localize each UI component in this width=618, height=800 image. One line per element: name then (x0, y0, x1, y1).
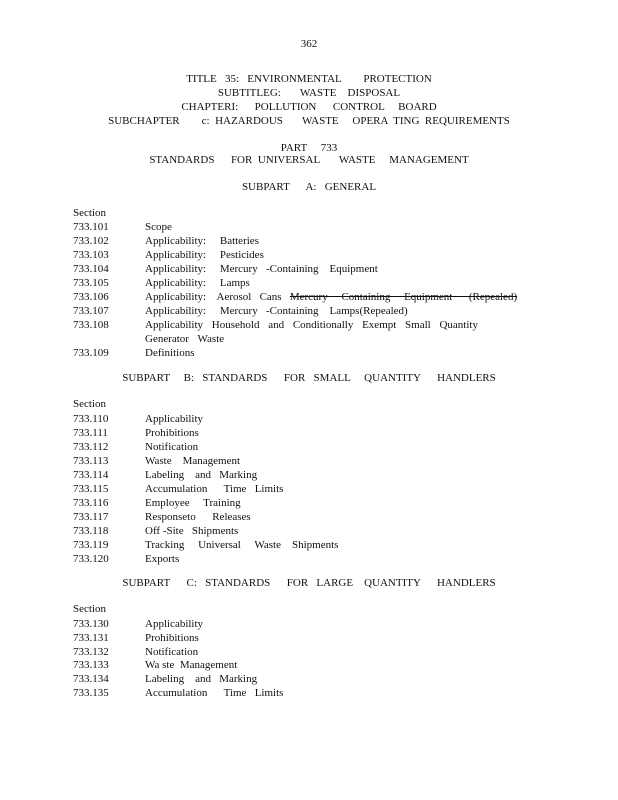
page-number: 362 (300, 38, 318, 50)
section-title: Scope (145, 221, 172, 233)
section-number: 733.115 (73, 483, 109, 495)
section-number: 733.134 (73, 673, 109, 685)
section-title: Labeling and Marking (145, 469, 258, 481)
subpart-a-heading: SUBPART A: GENERAL (241, 181, 377, 193)
section-title: Applicability: Mercury -Containing Lamps(Repealed) (145, 305, 408, 317)
section-title: Applicability: Pesticides (145, 249, 264, 261)
section-label: Section (73, 603, 106, 615)
section-number: 733.105 (73, 277, 109, 289)
section-number: 733.103 (73, 249, 109, 261)
section-title: Accumulation Time Limits (145, 483, 284, 495)
section-title: Applicability: Batteries (145, 235, 259, 247)
section-number: 733.101 (73, 221, 109, 233)
title-line: TITLE 35: ENVIRONMENTAL PROTECTION (186, 73, 432, 85)
section-title: Notification (145, 646, 199, 658)
subpart-b-heading: SUBPART B: STANDARDS FOR SMALL QUANTITY HANDLERS (122, 372, 496, 384)
section-title: Employee Training (145, 497, 241, 509)
section-title: Applicability: Mercury -Containing Equipment (145, 263, 378, 275)
section-number: 733.107 (73, 305, 109, 317)
section-number: 733.130 (73, 618, 109, 630)
section-number: 733.106 (73, 291, 109, 303)
section-number: 733.117 (73, 511, 109, 523)
section-number: 733.135 (73, 687, 109, 699)
section-title-with-strike (145, 290, 517, 304)
section-title: Wa ste Management (145, 659, 238, 671)
subpart-c-heading: SUBPART C: STANDARDS FOR LARGE QUANTITY HANDLERS (122, 577, 496, 589)
part-name: STANDARDS FOR UNIVERSAL WASTE MANAGEMENT (149, 154, 469, 166)
section-number: 733.104 (73, 263, 109, 275)
section-title: Off -Site Shipments (145, 525, 239, 537)
section-number: 733.109 (73, 347, 109, 359)
section-label: Section (73, 207, 106, 219)
subtitle-line: SUBTITLEG: WASTE DISPOSAL (217, 87, 401, 99)
section-number: 733.102 (73, 235, 109, 247)
section-number: 733.108 (73, 319, 109, 331)
section-number: 733.112 (73, 441, 109, 453)
section-title: Responseto Releases (145, 511, 251, 523)
section-title: Waste Management (145, 455, 241, 467)
section-number: 733.110 (73, 413, 109, 425)
struck-text: Mercury Containing Equipment (Repealed) (289, 291, 518, 303)
subchapter-line: SUBCHAPTER c: HAZARDOUS WASTE OPERA TING REQUIREMENTS (108, 115, 510, 127)
section-number: 733.113 (73, 455, 109, 467)
section-number: 733.132 (73, 646, 109, 658)
section-title: Labeling and Marking (145, 673, 258, 685)
section-number: 733.111 (73, 427, 108, 439)
section-number: 733.120 (73, 553, 109, 565)
section-title: Prohibitions (145, 427, 199, 439)
section-title: Applicability: Lamps (145, 277, 250, 289)
section-number: 733.114 (73, 469, 109, 481)
section-number: 733.118 (73, 525, 109, 537)
section-number: 733.116 (73, 497, 109, 509)
section-title: Applicability: Aerosol Cans (145, 291, 290, 303)
section-title: Notification (145, 441, 199, 453)
section-title: Prohibitions (145, 632, 199, 644)
section-title: Applicability (145, 413, 204, 425)
section-title: Accumulation Time Limits (145, 687, 284, 699)
section-title: Applicability (145, 618, 204, 630)
part-number: PART 733 (280, 142, 338, 154)
section-number: 733.119 (73, 539, 109, 551)
section-title: Exports (145, 553, 180, 565)
section-number: 733.131 (73, 632, 109, 644)
section-title: Definitions (145, 347, 195, 359)
section-label: Section (73, 398, 106, 410)
section-number: 733.133 (73, 659, 109, 671)
section-title: Tracking Universal Waste Shipments (145, 539, 339, 551)
chapter-line: CHAPTERI: POLLUTION CONTROL BOARD (181, 101, 437, 113)
section-title: Applicability Household and Conditionally Exempt Small Quantity Generator Waste (145, 319, 478, 345)
